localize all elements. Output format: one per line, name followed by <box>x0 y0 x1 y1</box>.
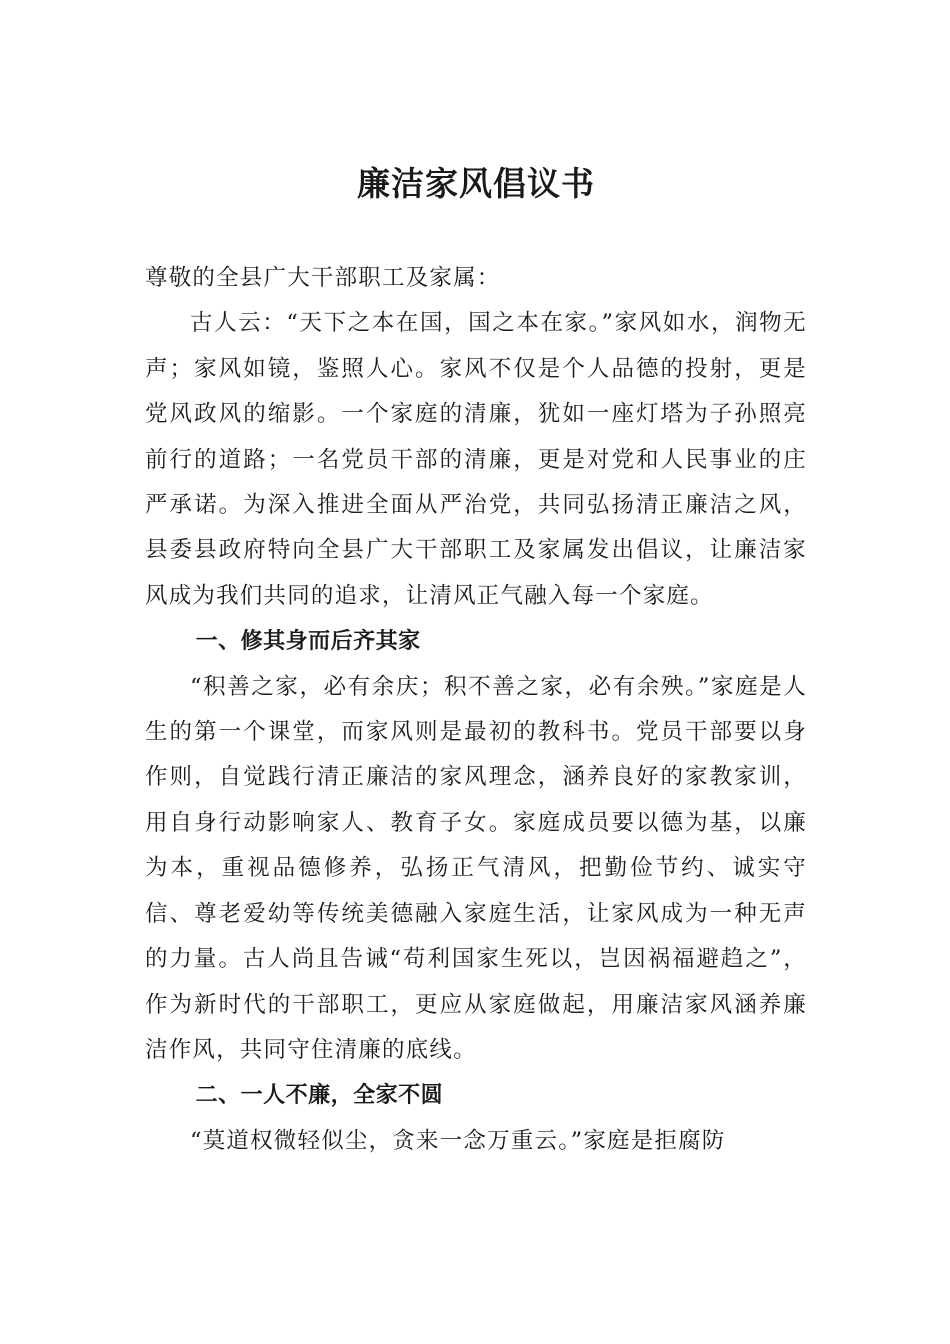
salutation: 尊敬的全县广大干部职工及家属： <box>145 265 501 291</box>
section-heading-2: 二、一人不廉，全家不圆 <box>195 1083 444 1109</box>
document-page <box>145 158 807 1164</box>
section-body-2: “莫道权微轻似尘，贪来一念万重云。”家庭是拒腐防 <box>190 1127 726 1154</box>
section-heading-1: 一、修其身而后齐其家 <box>195 629 421 655</box>
section-body-1: “积善之家，必有余庆；积不善之家，必有余殃。”家庭是人生的第一个课堂，而家风则是最初的教科书。党员干部要以身作则，自觉践行清正廉洁的家风理念，涵养良好的家教家训，用自身行动影响家人、教育子女。家庭成员要以德为基，以廉为本，重视品德修养，弘扬正气清风，把勤俭节约、诚实守信、尊老爱幼等传统美德融入家庭生活，让家风成为一种无声的力量。古人尚且告诫“苟利国家生死以，岂因祸福避趋之”，作为新时代的干部职工，更应从家庭做起，用廉洁家风涵养廉洁作风，共同守住清廉的底线。 <box>145 673 807 1063</box>
document-title: 廉洁家风倡议书 <box>357 164 595 203</box>
intro-paragraph: 古人云：“天下之本在国，国之本在家。”家风如水，润物无声；家风如镜，鉴照人心。家风不仅是个人品德的投射，更是党风政风的缩影。一个家庭的清廉，犹如一座灯塔为子孙照亮前行的道路；一名党员干部的清廉，更是对党和人民事业的庄严承诺。为深入推进全面从严治党，共同弘扬清正廉洁之风，县委县政府特向全县广大干部职工及家属发出倡议，让廉洁家风成为我们共同的追求，让清风正气融入每一个家庭。 <box>145 310 807 609</box>
